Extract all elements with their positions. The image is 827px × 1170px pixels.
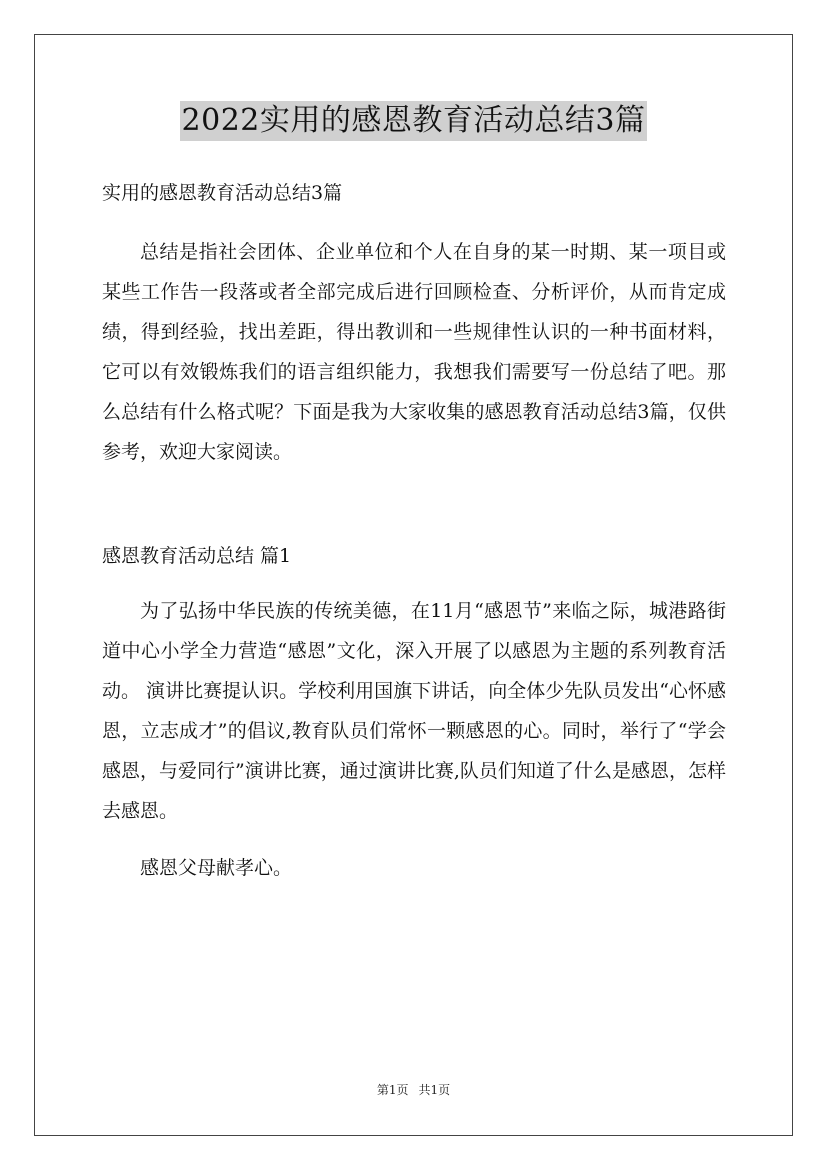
intro-paragraph: 总结是指社会团体、企业单位和个人在自身的某一时期、某一项目或某些工作告一段落或者全部完成后进行回顾检查、分析评价，从而肯定成绩，得到经验，找出差距，得出教训和一些规律性认识的一种书面材料，它可以有效锻炼我们的语言组织能力，我想我们需要写一份总结了吧。那么总结有什么格式呢？下面是我为大家收集的感恩教育活动总结3篇，仅供参考，欢迎大家阅读。 xyxy=(102,241,726,463)
page-number-current: 第1页 xyxy=(376,1083,409,1097)
last-paragraph: 感恩父母献孝心。 xyxy=(140,857,293,879)
document-title: 2022实用的感恩教育活动总结3篇 xyxy=(180,101,648,141)
title-container xyxy=(0,101,827,141)
page-number-total: 共1页 xyxy=(418,1083,451,1097)
document-body xyxy=(102,173,726,888)
section-paragraph: 为了弘扬中华民族的传统美德，在11月“感恩节”来临之际，城港路街道中心小学全力营造“感恩”文化，深入开展了以感恩为主题的系列教育活动。 演讲比赛提认识。学校利用国旗下讲话，向全体少先队员发出“心怀感恩，立志成才”的倡议,教育队员们常怀一颗感恩的心。同时，举行了“学会感恩，与爱同行”演讲比赛，通过演讲比赛,队员们知道了什么是感恩，怎样去感恩。 xyxy=(102,600,726,822)
page-footer xyxy=(0,1081,827,1099)
document-subtitle: 实用的感恩教育活动总结3篇 xyxy=(102,182,343,204)
section-heading: 感恩教育活动总结 篇1 xyxy=(102,545,292,567)
